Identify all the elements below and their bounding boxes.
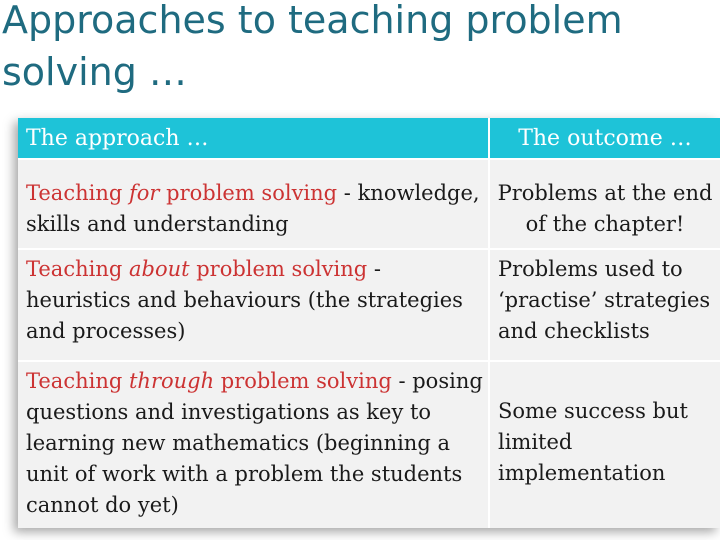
approach-suffix: problem solving [159, 181, 338, 205]
approach-emphasis: for [128, 181, 160, 205]
approach-prefix: Teaching [26, 181, 129, 205]
approaches-table [18, 118, 720, 528]
table-row [18, 362, 720, 528]
slide-title: Approaches to teaching problem solving … [2, 0, 623, 94]
outcome-cell: Some success but limited implementation [498, 399, 688, 485]
header-outcome: The outcome … [518, 125, 692, 151]
approach-description: - knowledge, skills and understanding [26, 181, 480, 236]
approach-emphasis: through [128, 369, 215, 393]
approach-prefix: Teaching [26, 369, 129, 393]
approach-prefix: Teaching [26, 257, 129, 281]
table-row [18, 250, 720, 362]
approach-description: - heuristics and behaviours (the strategies and processes) [26, 257, 463, 343]
header-approach: The approach … [18, 118, 490, 158]
approach-suffix: problem solving [189, 257, 368, 281]
outcome-cell: Problems at the end of the chapter! [497, 181, 713, 236]
approach-cell [18, 250, 490, 360]
table-row [18, 160, 720, 250]
outcome-cell: Problems used to ‘practise’ strategies and checklists [498, 257, 711, 343]
approach-emphasis: about [128, 257, 190, 281]
approach-suffix: problem solving [214, 369, 392, 393]
approach-description: - posing questions and investigations as key to learning new mathematics (beginning a unit of work with a problem the students cannot do yet) [26, 369, 483, 517]
approach-cell [18, 160, 490, 248]
approach-cell [18, 362, 490, 528]
table-header-row [18, 118, 720, 160]
